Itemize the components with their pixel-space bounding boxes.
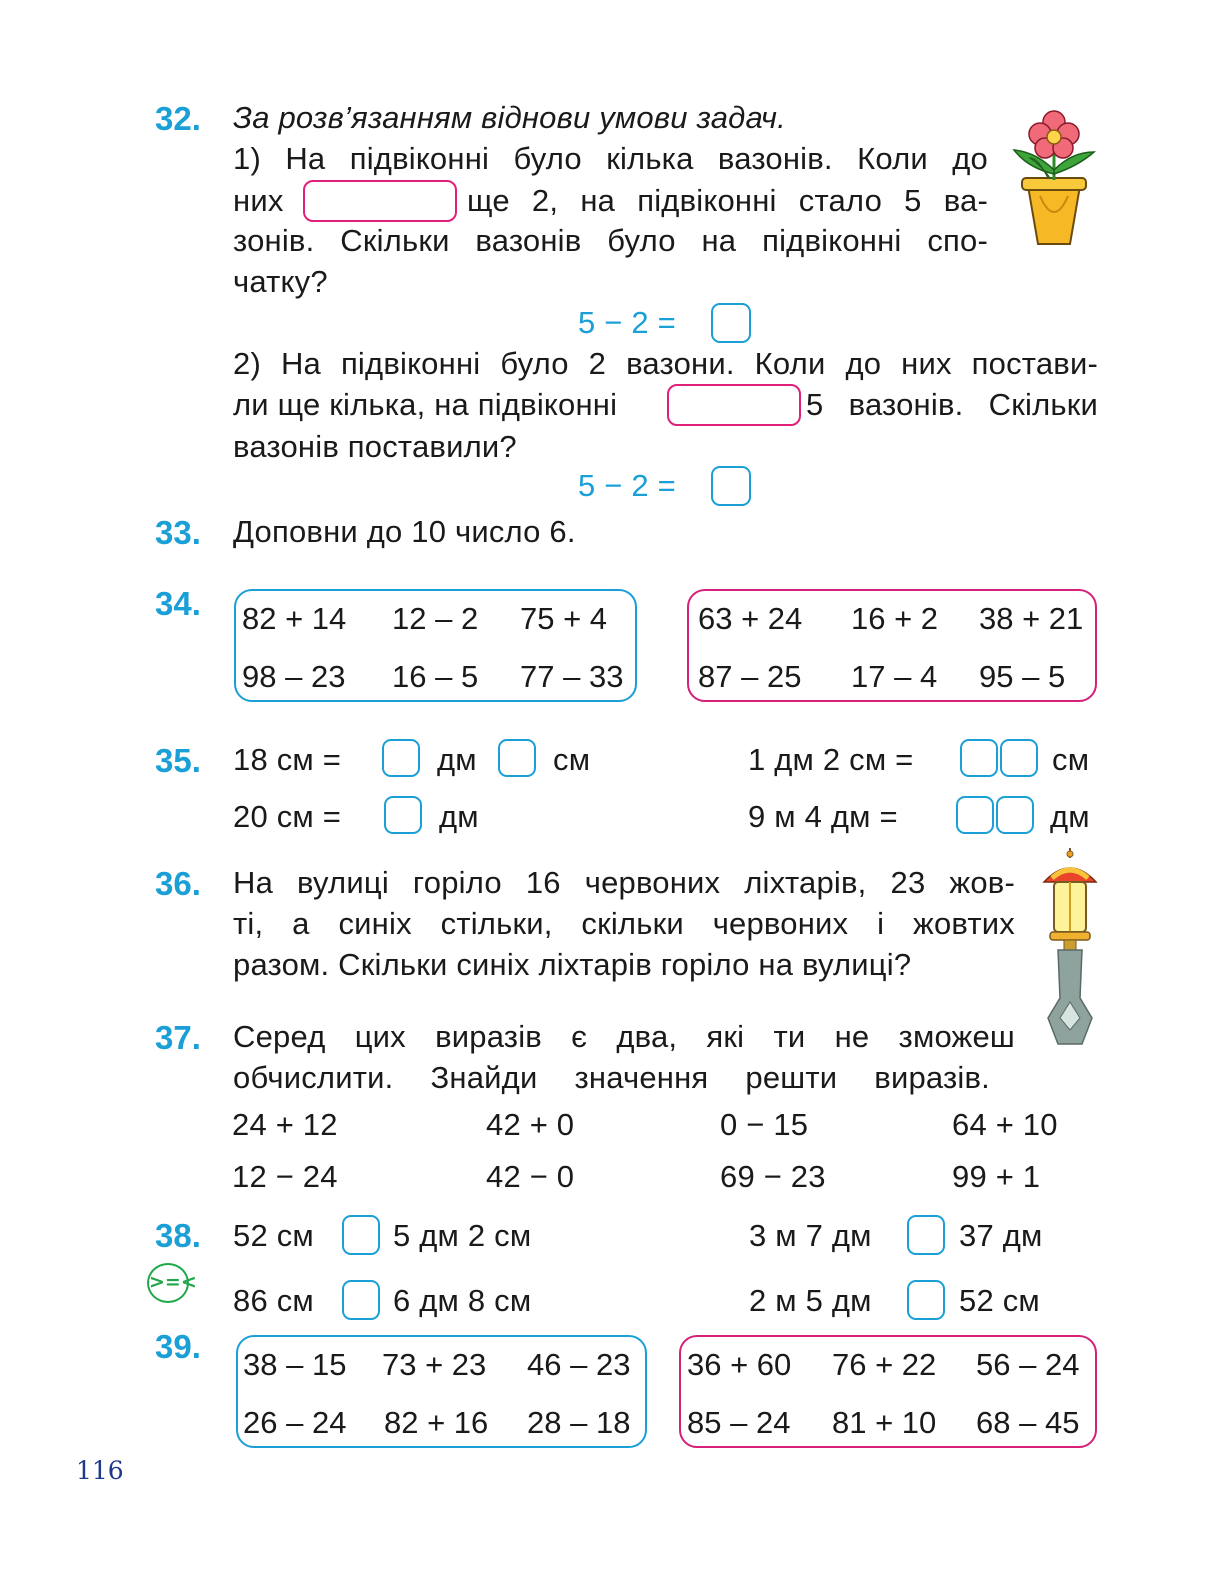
expression: 68 – 45 — [976, 1405, 1080, 1440]
answer-blank-2[interactable] — [667, 384, 801, 426]
expression: 38 + 21 — [979, 601, 1084, 636]
ex32-p2-line2a: ли ще кілька, на підвіконні — [233, 387, 618, 422]
compare-signs-icon: >=< — [147, 1263, 189, 1303]
compare-square[interactable] — [342, 1215, 380, 1255]
expression: 99 + 1 — [952, 1159, 1041, 1194]
ex35-r4-unit: дм — [1050, 799, 1090, 834]
expression: 42 + 0 — [486, 1107, 575, 1142]
ex37-line2: обчислити. Знайди значення решти виразів. — [233, 1060, 990, 1095]
street-lamp-icon — [1036, 848, 1104, 1046]
exercise-number-38: 38. — [155, 1217, 201, 1254]
expression: 76 + 22 — [832, 1347, 937, 1382]
expression: 81 + 10 — [832, 1405, 937, 1440]
expression: 63 + 24 — [698, 601, 803, 636]
expression: 16 – 5 — [392, 659, 479, 694]
ex35-r1-label: 18 см = — [233, 742, 342, 777]
exercise-number-37: 37. — [155, 1019, 201, 1056]
expression: 85 – 24 — [687, 1405, 791, 1440]
ex38-c-left: 3 м 7 дм — [749, 1218, 872, 1253]
compare-square[interactable] — [907, 1280, 945, 1320]
ex37-line1: Серед цих виразів є два, які ти не зможеш — [233, 1019, 1015, 1054]
ex32-p1-line4: чатку? — [233, 264, 328, 299]
expression: 75 + 4 — [520, 601, 608, 636]
expression: 98 – 23 — [242, 659, 346, 694]
expression: 73 + 23 — [382, 1347, 487, 1382]
ex35-r2-unit: дм — [439, 799, 479, 834]
ex32-p2-line2b: 5 вазонів. Скільки — [806, 387, 1098, 422]
ex32-p1-line2b: ще 2, на підвіконні стало 5 ва- — [467, 183, 988, 218]
expression: 12 – 2 — [392, 601, 479, 636]
ex35-r4-label: 9 м 4 дм = — [748, 799, 898, 834]
answer-square[interactable] — [382, 739, 420, 777]
ex38-d-right: 52 см — [959, 1283, 1040, 1318]
answer-square-2[interactable] — [711, 466, 751, 506]
expression: 12 − 24 — [232, 1159, 338, 1194]
ex33-text: Доповни до 10 число 6. — [233, 514, 576, 549]
answer-blank-1[interactable] — [303, 180, 457, 222]
page-number: 116 — [76, 1456, 124, 1485]
exercise-number-34: 34. — [155, 585, 201, 622]
ex32-p1-line3: зонів. Скільки вазонів було на підвіконні спо- — [233, 223, 988, 258]
answer-square-1[interactable] — [711, 303, 751, 343]
ex36-line1: На вулиці горіло 16 червоних ліхтарів, 23 жов- — [233, 865, 1015, 900]
answer-square[interactable] — [384, 796, 422, 834]
ex32-p2-line1: 2) На підвіконні було 2 вазони. Коли до них постави- — [233, 346, 1098, 381]
expression: 69 − 23 — [720, 1159, 826, 1194]
ex36-line2: ті, а синіх стільки, скільки червоних і жовтих — [233, 906, 1015, 941]
answer-square[interactable] — [960, 739, 998, 777]
answer-square[interactable] — [1000, 739, 1038, 777]
ex36-line3: разом. Скільки синіх ліхтарів горіло на вулиці? — [233, 947, 912, 982]
exercise-number-35: 35. — [155, 742, 201, 779]
ex32-title: За розв’язанням віднови умови задач. — [233, 100, 786, 135]
expression: 64 + 10 — [952, 1107, 1058, 1142]
expression: 95 – 5 — [979, 659, 1066, 694]
ex39-left-group — [236, 1335, 647, 1448]
ex34-right-group — [687, 589, 1097, 702]
expression: 26 – 24 — [243, 1405, 347, 1440]
ex38-a-right: 5 дм 2 см — [393, 1218, 532, 1253]
expression: 38 – 15 — [243, 1347, 347, 1382]
ex34-left-group — [234, 589, 637, 702]
expression: 82 + 14 — [242, 601, 347, 636]
compare-square[interactable] — [907, 1215, 945, 1255]
ex32-p1-line1: 1) На підвіконні було кілька вазонів. Коли до — [233, 141, 988, 176]
ex35-r3-label: 1 дм 2 см = — [748, 742, 914, 777]
ex38-c-right: 37 дм — [959, 1218, 1043, 1253]
ex32-equation-1: 5 − 2 = — [578, 305, 676, 340]
expression: 82 + 16 — [384, 1405, 489, 1440]
ex35-r1-unit-cm: см — [553, 742, 591, 777]
expression: 24 + 12 — [232, 1107, 338, 1142]
expression: 17 – 4 — [851, 659, 938, 694]
answer-square[interactable] — [498, 739, 536, 777]
expression: 0 − 15 — [720, 1107, 809, 1142]
expression: 16 + 2 — [851, 601, 939, 636]
exercise-number-36: 36. — [155, 865, 201, 902]
flower-pot-icon — [1008, 108, 1100, 250]
expression: 77 – 33 — [520, 659, 624, 694]
expression: 36 + 60 — [687, 1347, 792, 1382]
answer-square[interactable] — [956, 796, 994, 834]
answer-square[interactable] — [996, 796, 1034, 834]
expression: 28 – 18 — [527, 1405, 631, 1440]
exercise-number-39: 39. — [155, 1328, 201, 1365]
ex38-b-right: 6 дм 8 см — [393, 1283, 532, 1318]
exercise-number-33: 33. — [155, 514, 201, 551]
ex35-r3-unit: см — [1052, 742, 1090, 777]
ex38-b-left: 86 см — [233, 1283, 314, 1318]
exercise-number-32: 32. — [155, 100, 201, 137]
ex32-p2-line3: вазонів поставили? — [233, 429, 517, 464]
expression: 42 − 0 — [486, 1159, 575, 1194]
ex32-equation-2: 5 − 2 = — [578, 468, 676, 503]
expression: 87 – 25 — [698, 659, 802, 694]
ex35-r2-label: 20 см = — [233, 799, 342, 834]
ex38-a-left: 52 см — [233, 1218, 314, 1253]
ex38-d-left: 2 м 5 дм — [749, 1283, 872, 1318]
expression: 46 – 23 — [527, 1347, 631, 1382]
ex39-right-group — [679, 1335, 1097, 1448]
compare-square[interactable] — [342, 1280, 380, 1320]
ex32-p1-line2a: них — [233, 183, 284, 218]
ex35-r1-unit-dm: дм — [437, 742, 477, 777]
expression: 56 – 24 — [976, 1347, 1080, 1382]
